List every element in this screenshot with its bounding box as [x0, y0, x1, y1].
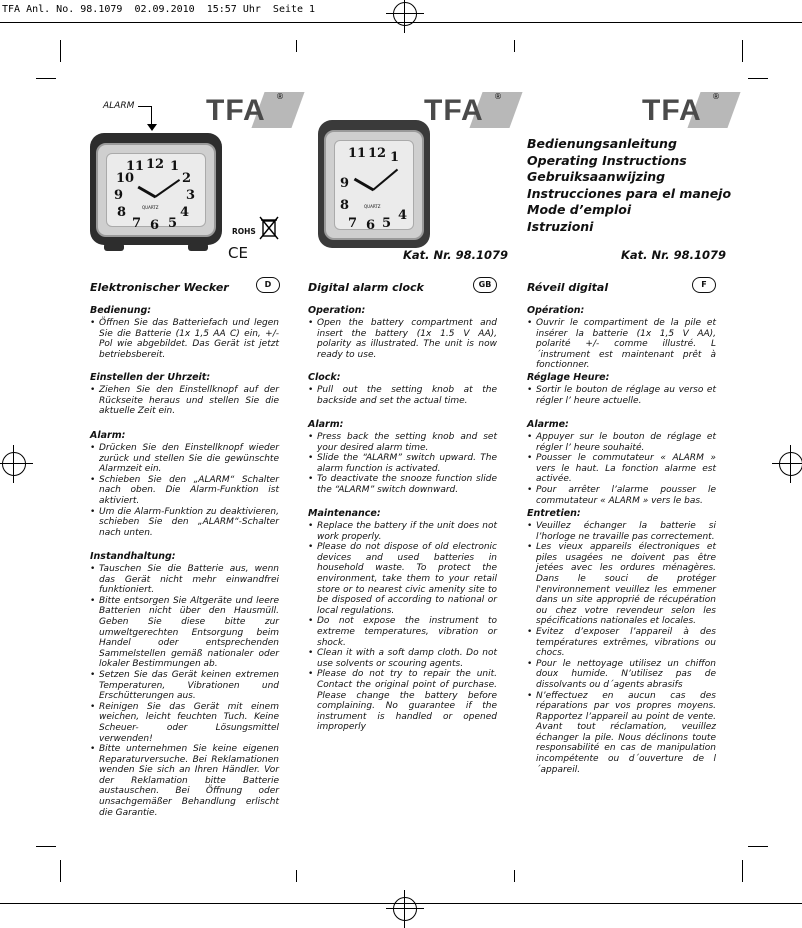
- list-item: • Replace the battery if the unit does not work properly.: [308, 521, 497, 542]
- title-line: Mode d’emploi: [527, 202, 632, 218]
- print-header: TFA Anl. No. 98.1079 02.09.2010 15:57 Uhr Seite 1: [2, 4, 316, 15]
- section-body: [308, 432, 497, 496]
- crop-mark: [742, 40, 743, 62]
- clock-image: [90, 133, 222, 245]
- section-title: Alarm:: [308, 419, 344, 430]
- registration-mark-icon: [2, 452, 26, 476]
- crop-mark: [60, 860, 61, 882]
- section-body: [308, 318, 497, 360]
- clock-numeral: 5: [168, 216, 178, 231]
- language-badge-en: GB: [473, 277, 497, 293]
- section-body: [527, 385, 716, 406]
- list-item: • Please do not dispose of old electronic devices and used batteries in household waste. To protect the environment, take them to your retail store or to nearest civic amenity site to be disposed of according to national or local regulations.: [308, 542, 497, 616]
- registered-icon: ®: [276, 92, 284, 101]
- clock-numeral: 7: [348, 216, 358, 231]
- clock-numeral: 9: [340, 176, 350, 191]
- section-body: [90, 385, 279, 417]
- clock-numeral: 8: [340, 198, 350, 213]
- crop-mark: [36, 846, 56, 847]
- clock-numeral: 4: [180, 205, 190, 220]
- catalog-number: Kat. Nr. 98.1079: [403, 248, 508, 262]
- clock-numeral: 1: [390, 150, 400, 165]
- list-item: • Bitte unternehmen Sie keine eigenen Reparaturversuche. Bei Reklamationen wenden Sie sich an Ihren Händler. Vor der Reklamation bitte Batterie austauschen. Bei Öffnung oder unsachgemäßer Behandlung erlischt die Garantie.: [90, 744, 279, 818]
- list-item: • Les vieux appareils électroniques et piles usagées ne doivent pas être jetées avec les ordures ménagères. Dans le souci de protéger l'environnement veuillez les emmener dans un site approprié de récupération ou chez votre revendeur selon les spécifications nationales et locales.: [527, 542, 716, 627]
- title-line: Bedienungsanleitung: [527, 136, 677, 151]
- language-badge-de: D: [256, 277, 280, 293]
- clock-numeral: 12: [146, 157, 165, 172]
- section-title: Bedienung:: [90, 305, 152, 316]
- crop-mark: [742, 860, 743, 882]
- clock-numeral: 5: [382, 216, 392, 231]
- ce-mark: CE: [228, 244, 248, 262]
- tfa-logo: TFA ®: [206, 92, 298, 128]
- clock-brand-label: QUARTZ: [142, 205, 159, 210]
- section-body: [308, 385, 497, 406]
- section-title: Opération:: [527, 305, 585, 316]
- clock-numeral: 8: [117, 205, 127, 220]
- title-line: Operating Instructions: [527, 152, 687, 168]
- clock-numeral: 4: [398, 208, 408, 223]
- list-item: • Open the battery compartment and insert the battery (1x 1.5 V AA), polarity as illustrated. The unit is now ready to use.: [308, 318, 497, 360]
- list-item: • Slide the “ALARM” switch upward. The alarm function is activated.: [308, 453, 497, 474]
- section-body: [527, 318, 716, 371]
- list-item: • Sortir le bouton de réglage au verso et régler l’ heure actuelle.: [527, 385, 716, 406]
- section-title: Instandhaltung:: [90, 551, 176, 562]
- registration-mark-icon: [393, 897, 417, 921]
- section-title: Einstellen der Uhrzeit:: [90, 372, 211, 383]
- title-line: Gebruiksaanwijzing: [527, 169, 666, 185]
- clock-numeral: 7: [132, 216, 142, 231]
- alarm-pointer-arrow: [151, 106, 152, 126]
- list-item: • Pull out the setting knob at the backside and set the actual time.: [308, 385, 497, 406]
- clock-numeral: 1: [170, 159, 180, 174]
- clock-numeral: 11: [348, 146, 367, 161]
- section-body: [90, 318, 279, 360]
- section-title: Entretien:: [527, 508, 581, 519]
- section-title: Operation:: [308, 305, 366, 316]
- section-title: Réglage Heure:: [527, 372, 610, 383]
- list-item: • Please do not try to repair the unit. Contact the original point of purchase. Please change the battery before complaining. No guarantee if the instrument is handled or opened improperly: [308, 669, 497, 733]
- section-title: Alarme:: [527, 419, 569, 430]
- list-item: • Reinigen Sie das Gerät mit einem weichen, leicht feuchten Tuch. Keine Scheuer- oder Lösungsmittel verwenden!: [90, 702, 279, 744]
- column-heading-de: Elektronischer Wecker: [90, 281, 229, 294]
- section-body: [308, 521, 497, 733]
- fold-mark: [296, 870, 297, 882]
- list-item: • N’effectuez en aucun cas des réparations par vos propres moyens. Rapportez l’appareil au point de vente. Avant tout réclamation, veuillez échanger la pile. Nous déclinons toute responsabilité en cas de manipulation incompétente ou d´ouverture de l´appareil.: [527, 691, 716, 776]
- registration-mark-icon: [779, 452, 802, 476]
- section-body: [90, 443, 279, 538]
- tfa-logo: TFA ®: [424, 92, 516, 128]
- list-item: • Öffnen Sie das Batteriefach und legen Sie die Batterie (1x 1,5 AA C) ein, +/-Pol wie abgebildet. Das Gerät ist jetzt betriebsbereit.: [90, 318, 279, 360]
- list-item: • Drücken Sie den Einstellknopf wieder zurück und stellen Sie die gewünschte Alarmzeit ein.: [90, 443, 279, 475]
- tfa-logo: TFA ®: [642, 92, 734, 128]
- list-item: • Um die Alarm-Funktion zu deaktivieren, schieben Sie den „ALARM“-Schalter nach unten.: [90, 507, 279, 539]
- list-item: • Pour le nettoyage utilisez un chiffon doux humide. N’utilisez pas de dissolvants ou d´agents abrasifs: [527, 659, 716, 691]
- registered-icon: ®: [712, 92, 720, 101]
- registration-mark-icon: [393, 2, 417, 26]
- crop-mark: [748, 846, 768, 847]
- clock-numeral: 6: [150, 218, 160, 233]
- section-body: [90, 564, 279, 818]
- catalog-number: Kat. Nr. 98.1079: [621, 248, 726, 262]
- list-item: • Tauschen Sie die Batterie aus, wenn das Gerät nicht mehr einwandfrei funktioniert.: [90, 564, 279, 596]
- clock-numeral: 12: [368, 146, 387, 161]
- clock-image: [318, 120, 430, 248]
- rohs-label: ROHS: [232, 227, 256, 236]
- section-title: Maintenance:: [308, 508, 381, 519]
- clock-numeral: 9: [114, 188, 124, 203]
- crop-mark: [60, 40, 61, 62]
- alarm-pointer-line: [138, 106, 152, 107]
- list-item: • Ziehen Sie den Einstellknopf auf der Rückseite heraus und stellen Sie die aktuelle Zeit ein.: [90, 385, 279, 417]
- list-item: • Setzen Sie das Gerät keinen extremen Temperaturen, Vibrationen und Erschütterungen aus.: [90, 670, 279, 702]
- weee-bin-icon: [258, 215, 280, 241]
- clock-numeral: 3: [186, 188, 196, 203]
- alarm-label: ALARM: [103, 101, 135, 111]
- clock-brand-label: QUARTZ: [364, 204, 381, 209]
- language-badge-fr: F: [692, 277, 716, 293]
- title-line: Istruzioni: [527, 218, 594, 234]
- list-item: • Evitez d’exposer l’appareil à des températures extrêmes, vibrations ou chocs.: [527, 627, 716, 659]
- crop-mark: [36, 78, 56, 79]
- section-title: Alarm:: [90, 430, 126, 441]
- list-item: • Pour arrêter l’alarme pousser le commutateur « ALARM » vers le bas.: [527, 485, 716, 506]
- list-item: • Schieben Sie den „ALARM“ Schalter nach oben. Die Alarm-Funktion ist aktiviert.: [90, 475, 279, 507]
- fold-mark: [514, 40, 515, 52]
- list-item: • Clean it with a soft damp cloth. Do not use solvents or scouring agents.: [308, 648, 497, 669]
- alarm-arrow-icon: [147, 124, 157, 131]
- list-item: • Appuyer sur le bouton de réglage et régler l’ heure souhaité.: [527, 432, 716, 453]
- list-item: • Ouvrir le compartiment de la pile et insérer la batterie (1x 1,5 V AA), polarité +/- comme illustré. L´instrument est maintenant prêt à fonctionner.: [527, 318, 716, 371]
- fold-mark: [514, 870, 515, 882]
- column-heading-en: Digital alarm clock: [308, 281, 424, 294]
- clock-numeral: 2: [182, 171, 192, 186]
- clock-numeral: 10: [116, 171, 135, 186]
- section-body: [527, 432, 716, 506]
- registered-icon: ®: [494, 92, 502, 101]
- clock-numeral: 6: [366, 218, 376, 233]
- list-item: • Bitte entsorgen Sie Altgeräte und leere Batterien nicht über den Hausmüll. Geben Sie diese bitte zur umweltgerechten Entsorgung beim Handel oder entsprechenden Sammelstellen gemäß nationaler oder lokaler Bestimmungen ab.: [90, 596, 279, 670]
- fold-mark: [296, 40, 297, 52]
- column-heading-fr: Réveil digital: [527, 281, 609, 294]
- list-item: • To deactivate the snooze function slide the “ALARM” switch downward.: [308, 474, 497, 495]
- crop-mark: [748, 78, 768, 79]
- list-item: • Press back the setting knob and set your desired alarm time.: [308, 432, 497, 453]
- list-item: • Do not expose the instrument to extreme temperatures, vibration or shock.: [308, 616, 497, 648]
- list-item: • Pousser le commutateur « ALARM » vers le haut. La fonction alarme est activée.: [527, 453, 716, 485]
- list-item: • Veuillez échanger la batterie si l’horloge ne travaille pas correctement.: [527, 521, 716, 542]
- section-body: [527, 521, 716, 775]
- section-title: Clock:: [308, 372, 341, 383]
- manual-titles: [527, 136, 731, 236]
- clock-numeral: 11: [126, 159, 145, 174]
- title-line: Instrucciones para el manejo: [527, 185, 732, 201]
